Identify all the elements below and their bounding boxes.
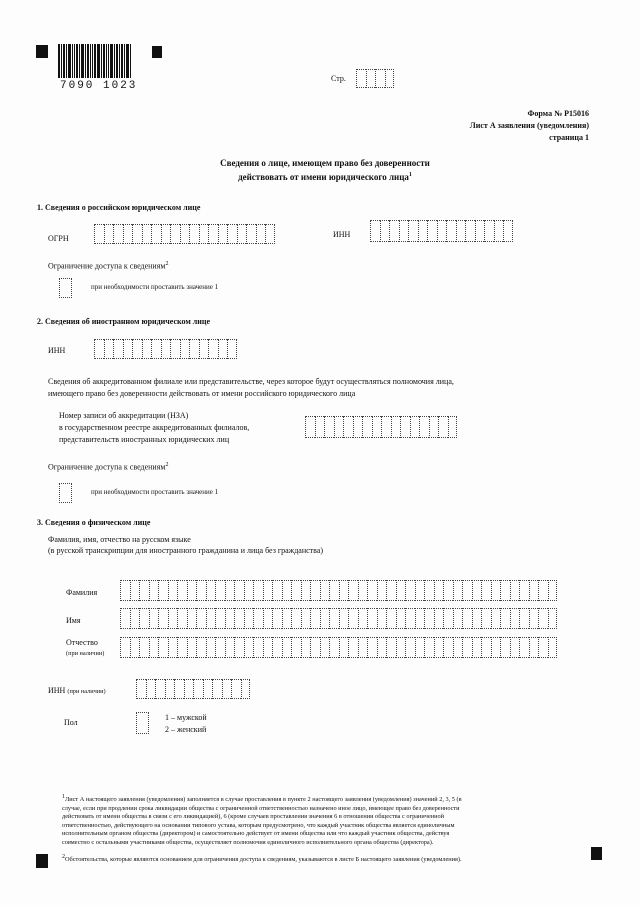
corner-marker-bottom-left bbox=[36, 854, 48, 868]
inn-label-foreign: ИНН bbox=[48, 346, 66, 355]
sheet-label: Лист А заявления (уведомления) bbox=[469, 121, 589, 130]
restriction-checkbox-2[interactable] bbox=[59, 483, 72, 503]
nza-label-line3: представительств иностранных юридических лиц bbox=[59, 435, 230, 444]
sheet-page: страница 1 bbox=[549, 133, 589, 142]
barcode bbox=[58, 44, 132, 78]
name-field[interactable] bbox=[120, 608, 557, 629]
branch-text-line2: имеющего право без доверенности действовать от имени российского юридического лица bbox=[48, 389, 356, 398]
surname-label: Фамилия bbox=[66, 588, 98, 597]
branch-text-line1: Сведения об аккредитованном филиале или представительстве, через которое будут осуществляться полномочия лица, bbox=[48, 377, 454, 386]
inn-field-foreign[interactable] bbox=[94, 339, 237, 359]
corner-marker-top-right bbox=[152, 46, 162, 58]
restriction-checkbox-1[interactable] bbox=[59, 278, 72, 298]
sex-option-male: 1 – мужской bbox=[165, 713, 207, 722]
form-number: Форма № Р15016 bbox=[527, 109, 589, 118]
surname-field[interactable] bbox=[120, 580, 557, 601]
fio-text-line1: Фамилия, имя, отчество на русском языке bbox=[48, 535, 191, 544]
section3-heading: 3. Сведения о физическом лице bbox=[37, 518, 151, 527]
section1-heading: 1. Сведения о российском юридическом лице bbox=[37, 203, 201, 212]
restriction-label-2: Ограничение доступа к сведениям$^2$ bbox=[48, 462, 169, 472]
footnote-2: $^2$Обстоятельства, которые являются основанием для ограничения доступа к сведениям, указываются в листе Б настоящего заявления (уведомления). bbox=[62, 854, 462, 864]
sex-option-female: 2 – женский bbox=[165, 725, 207, 734]
nza-field[interactable] bbox=[305, 416, 457, 438]
nza-label-line1: Номер записи об аккредитации (НЗА) bbox=[59, 411, 189, 420]
fio-text-line2: (в русской транскрипции для иностранного гражданина и лица без гражданства) bbox=[48, 546, 324, 555]
page-number-field[interactable] bbox=[356, 69, 394, 88]
restriction-label-1: Ограничение доступа к сведениям$^2$ bbox=[48, 261, 169, 271]
barcode-number: 7090 1023 bbox=[60, 80, 138, 92]
inn-label-russian: ИНН bbox=[333, 230, 351, 239]
ogrn-field[interactable] bbox=[94, 224, 275, 244]
patronymic-field[interactable] bbox=[120, 637, 557, 658]
page-title-line2: действовать от имени юридического лица$^1$ bbox=[238, 172, 412, 182]
page-title-line1: Сведения о лице, имеющем право без доверенности bbox=[220, 158, 430, 168]
corner-marker-bottom-right bbox=[591, 847, 602, 860]
inn-field-russian[interactable] bbox=[370, 220, 513, 242]
name-label: Имя bbox=[66, 616, 81, 625]
ogrn-label: ОГРН bbox=[48, 234, 69, 243]
patronymic-label: Отчество bbox=[66, 638, 98, 647]
footnote-1: $^1$Лист А настоящего заявления (уведомления) заполняется в случае проставления в пункте 2 настоящего заявления (уведомления) значений 2, 3, 5 (в случае, если при продлении срока ликвидации общества с ограниченной ответственностью назначено иное лицо, имеющее право без доверенности действовать от имени общества в связи с его ликвидацией), 6 (кроме случаев проставления значения 6 в отношении общества с ограниченной ответственностью, действующего на основании типового устава, которым предусмотрено, что каждый участник общества является единоличным исполнительным органом общества (директором) и самостоятельно действует от имени общества или что каждый участник общества, действуя совместно с остальными участниками общества, осуществляет полномочия единоличного исполнительного органа общества (директора). bbox=[62, 794, 462, 847]
sex-label: Пол bbox=[64, 718, 78, 727]
nza-label-line2: в государственном реестре аккредитованных филиалов, bbox=[59, 423, 250, 432]
restriction-hint-1: при необходимости проставить значение 1 bbox=[91, 283, 219, 291]
sex-field[interactable] bbox=[136, 712, 149, 734]
corner-marker-top-left bbox=[36, 45, 48, 58]
patronymic-note: (при наличии) bbox=[66, 650, 105, 657]
inn-field-person[interactable] bbox=[136, 679, 250, 699]
section2-heading: 2. Сведения об иностранном юридическом лице bbox=[37, 317, 211, 326]
restriction-hint-2: при необходимости проставить значение 1 bbox=[91, 488, 219, 496]
page-label: Стр. bbox=[331, 74, 346, 83]
inn-label-person: ИНН (при наличии) bbox=[48, 686, 106, 695]
